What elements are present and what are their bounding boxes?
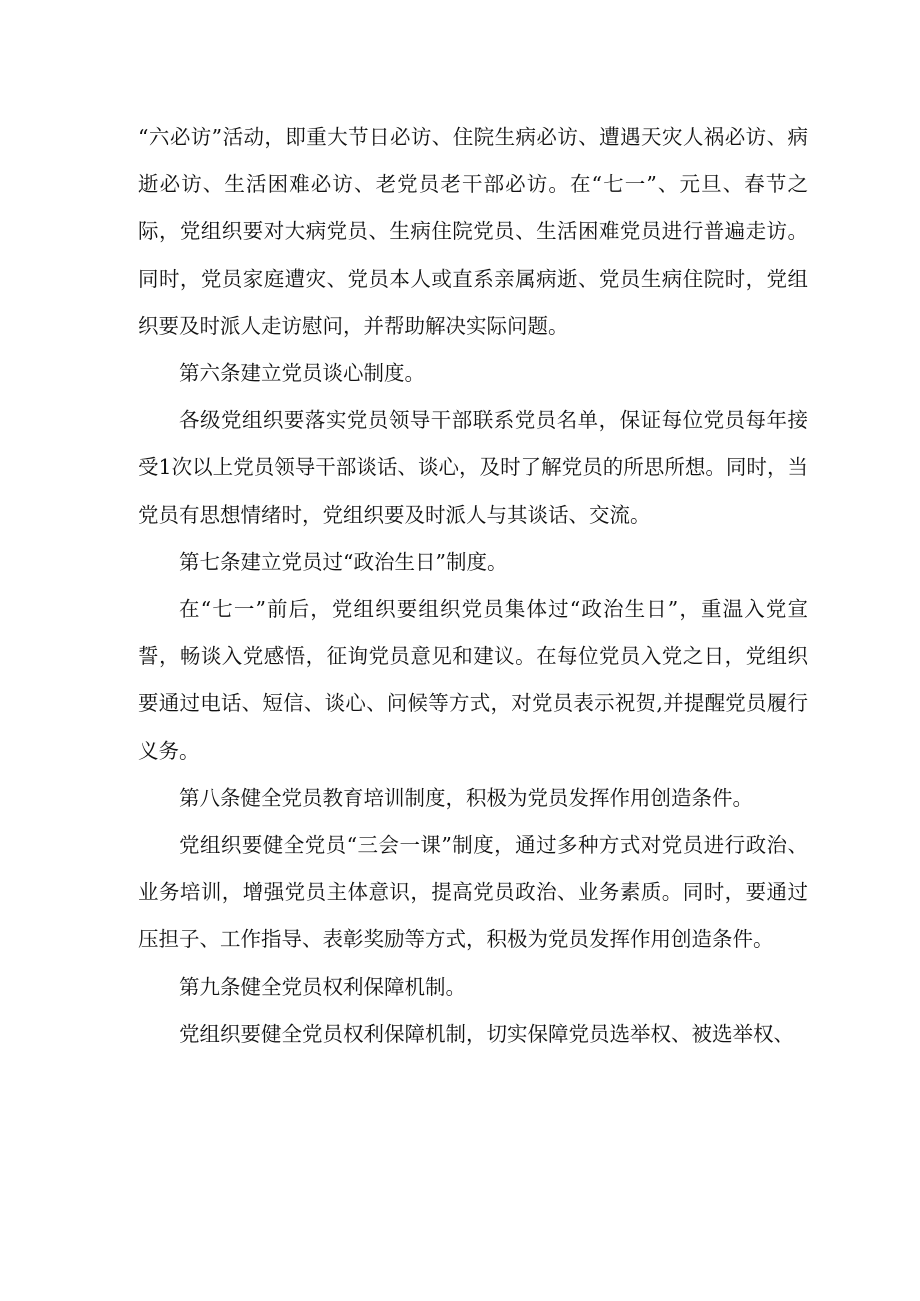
- paragraph-continuation: “六必访”活动，即重大节日必访、住院生病必访、遭遇天灾人祸必访、病逝必访、生活困难必访、老党员老干部必访。在“七一”、元旦、春节之际，党组织要对大病党员、生病住院党员、生活困难党员进行普遍走访。同时，党员家庭遭灾、党员本人或直系亲属病逝、党员生病住院时，党组织要及时派人走访慰问，并帮助解决实际问题。: [138, 125, 808, 338]
- article-7-heading: 第七条建立党员过“政治生日”制度。: [179, 549, 508, 574]
- article-6-heading: 第六条建立党员谈心制度。: [179, 361, 425, 386]
- article-7-body: 在“七一”前后，党组织要组织党员集体过“政治生日”，重温入党宣誓，畅谈入党感悟，征询党员意见和建议。在每位党员入党之日，党组织要通过电话、短信、谈心、问候等方式，对党员表示祝贺,并提醒党员履行义务。: [138, 597, 808, 763]
- document-body: [138, 114, 808, 1058]
- article-9-heading: 第九条健全党员权利保障机制。: [179, 974, 466, 999]
- article-9-body: 党组织要健全党员权利保障机制，切实保障党员选举权、被选举权、: [179, 1021, 794, 1046]
- article-8-body: 党组织要健全党员“三会一课”制度，通过多种方式对党员进行政治、业务培训，增强党员主体意识，提高党员政治、业务素质。同时，要通过压担子、工作指导、表彰奖励等方式，积极为党员发挥作用创造条件。: [138, 833, 808, 952]
- article-6-body: 各级党组织要落实党员领导干部联系党员名单，保证每位党员每年接受1次以上党员领导干部谈话、谈心，及时了解党员的所思所想。同时，当党员有思想情绪时，党组织要及时派人与其谈话、交流。: [138, 408, 808, 527]
- article-8-heading: 第八条健全党员教育培训制度，积极为党员发挥作用创造条件。: [179, 785, 753, 810]
